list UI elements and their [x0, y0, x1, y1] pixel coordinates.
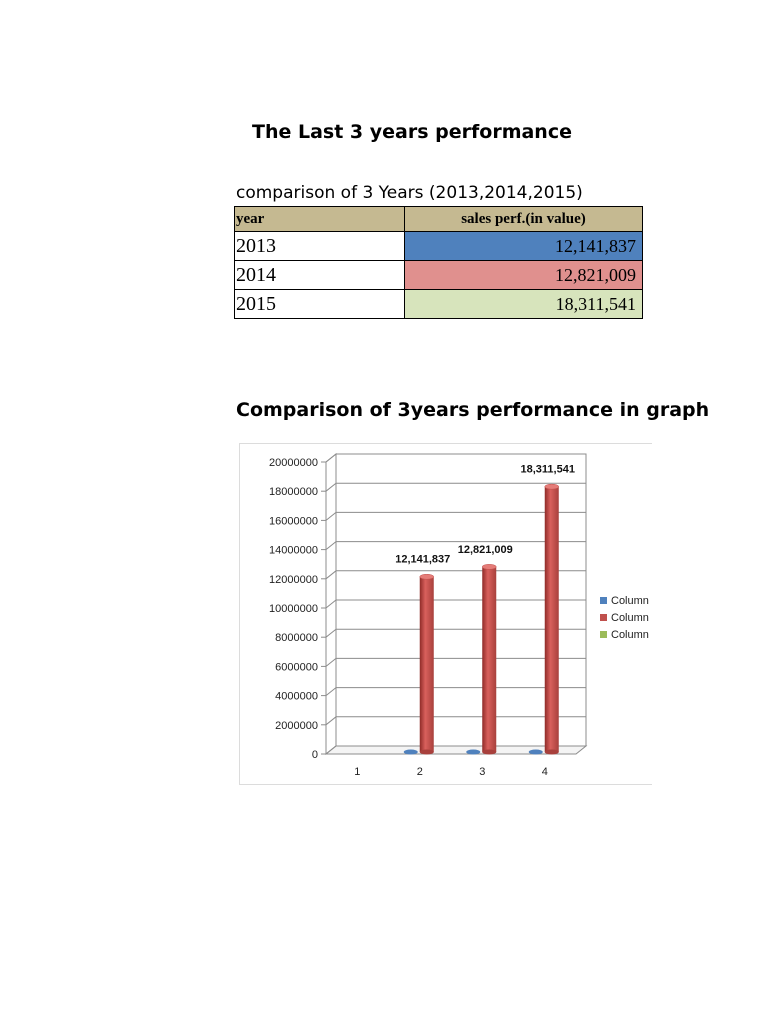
bar-base-disc — [404, 750, 418, 755]
header-sales: sales perf.(in value) — [405, 207, 643, 232]
cell-year: 2013 — [235, 232, 405, 261]
legend-label: Column — [611, 628, 649, 641]
data-label: 18,311,541 — [520, 463, 575, 476]
y-tick-label: 10000000 — [269, 603, 318, 615]
x-tick-label: 1 — [354, 766, 361, 778]
cell-year: 2015 — [235, 290, 405, 319]
chart-frame — [239, 443, 652, 785]
bar-top-cap — [482, 564, 496, 569]
y-tick-label: 14000000 — [269, 544, 318, 557]
y-tick-label: 18000000 — [269, 486, 318, 499]
y-tick-label: 6000000 — [275, 661, 318, 674]
legend-item — [600, 609, 649, 626]
cell-value: 18,311,541 — [405, 290, 643, 319]
data-label: 12,141,837 — [395, 553, 451, 566]
bar — [420, 577, 434, 752]
header-year: year — [235, 207, 405, 232]
bar-bottom-cap — [482, 750, 496, 755]
bar-chart — [240, 444, 652, 784]
y-tick-label: 8000000 — [275, 632, 318, 645]
legend-label: Column — [611, 594, 649, 607]
bar — [545, 487, 559, 752]
legend-swatch — [600, 614, 607, 621]
data-label: 12,821,009 — [457, 543, 513, 556]
y-tick-label: 0 — [311, 749, 318, 761]
bar-base-disc — [529, 750, 543, 755]
y-tick-label: 4000000 — [275, 690, 318, 703]
cell-value: 12,141,837 — [405, 232, 643, 261]
bar-top-cap — [545, 484, 559, 489]
bar-bottom-cap — [545, 750, 559, 755]
table-caption: comparison of 3 Years (2013,2014,2015) — [236, 183, 583, 203]
legend-swatch — [600, 631, 607, 638]
table-row — [235, 290, 643, 319]
legend-swatch — [600, 597, 607, 604]
y-tick-label: 16000000 — [269, 515, 318, 528]
chart-legend — [600, 592, 649, 643]
chart-title: Comparison of 3years performance in graph — [236, 399, 710, 421]
legend-item — [600, 592, 649, 609]
table-header-row — [235, 207, 643, 232]
bar-top-cap — [420, 574, 434, 579]
x-tick-label: 2 — [416, 766, 423, 778]
x-tick-label: 3 — [479, 766, 486, 778]
table-row — [235, 232, 643, 261]
performance-table — [234, 206, 643, 319]
bar-base-disc — [466, 750, 480, 755]
table-row — [235, 261, 643, 290]
y-tick-label: 2000000 — [275, 719, 318, 732]
y-tick-label: 20000000 — [269, 457, 318, 469]
bar — [482, 567, 496, 752]
cell-value: 12,821,009 — [405, 261, 643, 290]
page-title: The Last 3 years performance — [252, 121, 572, 143]
legend-label: Column — [611, 611, 649, 624]
legend-item — [600, 626, 649, 643]
y-tick-label: 12000000 — [269, 573, 318, 586]
bar-bottom-cap — [420, 750, 434, 755]
cell-year: 2014 — [235, 261, 405, 290]
x-tick-label: 4 — [541, 766, 548, 778]
